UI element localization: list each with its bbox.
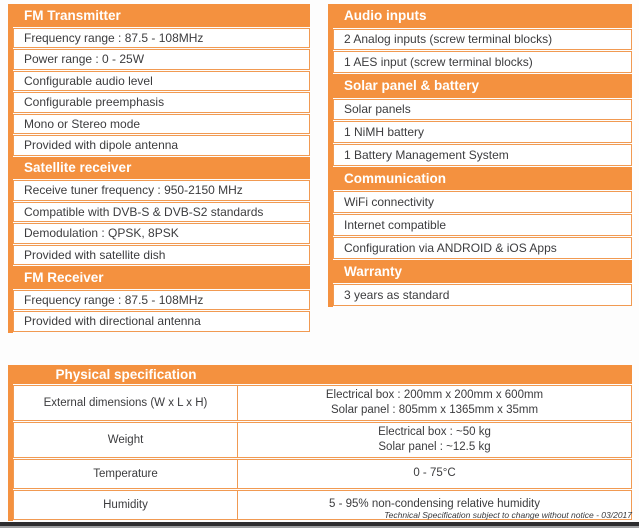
spec-column-right [328, 4, 632, 307]
spec-row: Provided with directional antenna [13, 311, 310, 332]
section-header: Communication [333, 167, 632, 191]
spec-row: Provided with satellite dish [13, 245, 310, 266]
physical-spec-label: Humidity [14, 491, 238, 519]
section-header: FM Receiver [13, 266, 310, 289]
section-header: Audio inputs [333, 4, 632, 28]
physical-specification-title: Physical specification [55, 367, 197, 382]
physical-spec-value-line: 5 - 95% non-condensing relative humidity [329, 498, 540, 511]
spec-row: WiFi connectivity [333, 191, 632, 213]
physical-spec-value-line: Electrical box : 200mm x 200mm x 600mm [325, 389, 544, 401]
physical-spec-value-line: Solar panel : 805mm x 1365mm x 35mm [330, 403, 539, 416]
spec-row: Compatible with DVB-S & DVB-S2 standards [13, 202, 310, 223]
physical-spec-label: External dimensions (W x L x H) [14, 386, 238, 420]
spec-row: Internet compatible [333, 214, 632, 236]
spec-row: Receive tuner frequency : 950-2150 MHz [13, 180, 310, 201]
spec-row: Power range : 0 - 25W [13, 49, 310, 70]
physical-specification-header [13, 365, 632, 384]
spec-row: Configuration via ANDROID & iOS Apps [333, 237, 632, 259]
physical-spec-row [13, 459, 632, 489]
physical-spec-label: Temperature [14, 460, 238, 488]
section-header: FM Transmitter [13, 4, 310, 27]
physical-spec-row [13, 422, 632, 458]
spec-row: Frequency range : 87.5 - 108MHz [13, 290, 310, 311]
spec-row: Mono or Stereo mode [13, 114, 310, 135]
physical-spec-value [238, 423, 631, 457]
physical-spec-value [238, 460, 631, 488]
spec-row: 2 Analog inputs (screw terminal blocks) [333, 29, 632, 51]
spec-row: Solar panels [333, 99, 632, 121]
spec-row: 1 NiMH battery [333, 121, 632, 143]
section-header: Solar panel & battery [333, 74, 632, 98]
physical-spec-value-line: 0 - 75°C [413, 467, 456, 480]
spec-row: Configurable audio level [13, 71, 310, 92]
physical-spec-value-line: Electrical box : ~50 kg [378, 425, 491, 438]
spec-row: Frequency range : 87.5 - 108MHz [13, 28, 310, 49]
physical-spec-row [13, 385, 632, 421]
footer-note: Technical Specification subject to change without notice - 03/2017 [384, 510, 632, 520]
spec-row: Demodulation : QPSK, 8PSK [13, 223, 310, 244]
physical-specification-table [8, 365, 632, 521]
physical-specification-rows [13, 385, 632, 520]
section-header: Satellite receiver [13, 157, 310, 180]
physical-spec-value [238, 386, 631, 420]
section-header: Warranty [333, 260, 632, 284]
physical-spec-label: Weight [14, 423, 238, 457]
spec-column-left [8, 4, 310, 333]
spec-row: Configurable preemphasis [13, 92, 310, 113]
spec-row: 3 years as standard [333, 284, 632, 306]
spec-row: 1 AES input (screw terminal blocks) [333, 51, 632, 73]
spec-row: 1 Battery Management System [333, 144, 632, 166]
spec-row: Provided with dipole antenna [13, 135, 310, 156]
physical-spec-value-line: Solar panel : ~12.5 kg [378, 440, 491, 453]
